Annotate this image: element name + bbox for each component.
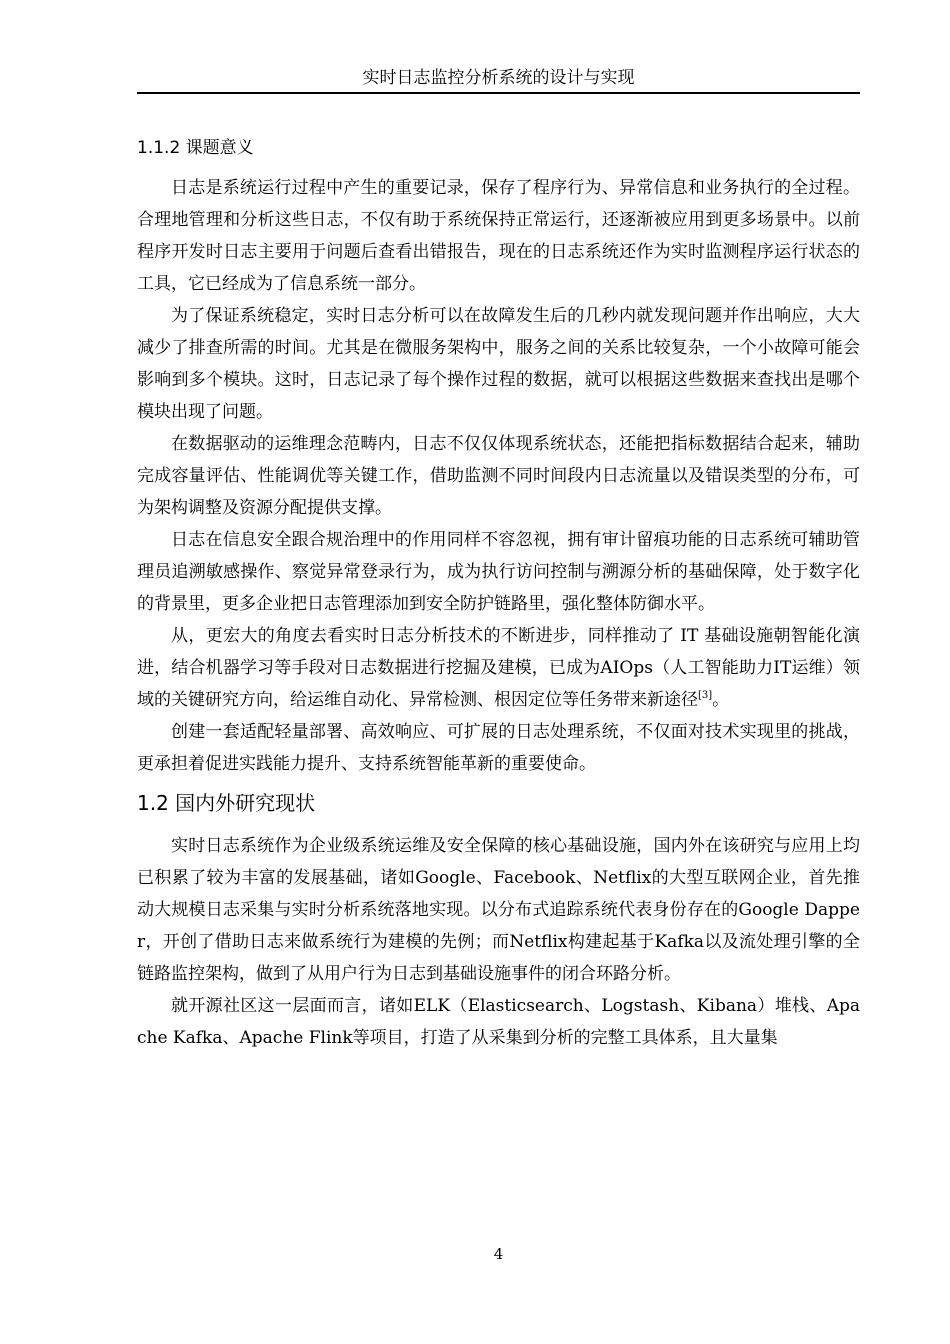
paragraph: 在数据驱动的运维理念范畴内，日志不仅仅体现系统状态，还能把指标数据结合起来，辅助完成容量评估、性能调优等关键工作，借助监测不同时间段内日志流量以及错误类型的分布，可为架构调整及资源分配提供支撑。 [137,434,860,518]
page-number: 4 [493,1245,504,1263]
citation-ref[interactable]: [3] [698,690,713,701]
paragraph: 日志在信息安全跟合规治理中的作用同样不容忽视，拥有审计留痕功能的日志系统可辅助管理员追溯敏感操作、察觉异常登录行为，成为执行访问控制与溯源分析的基础保障，处于数字化的背景里，更多企业把日志管理添加到安全防护链路里，强化整体防御水平。 [137,530,860,614]
section-heading-1-1-2: 1.1.2 课题意义 [137,138,254,158]
paragraph-with-citation [137,620,860,716]
paragraph: 实时日志系统作为企业级系统运维及安全保障的核心基础设施，国内外在该研究与应用上均已积累了较为丰富的发展基础，诸如Google、Facebook、Netflix的大型互联网企业，首先推动大规模日志采集与实时分析系统落地实现。以分布式追踪系统代表身份存在的Google Dapper，开创了借助日志来做系统行为建模的先例；而Netflix构建起基于Kafka以及流处理引擎的全链路监控架构，做到了从用户行为日志到基础设施事件的闭合环路分析。 [137,836,860,984]
header-rule [137,92,860,94]
paragraph: 创建一套适配轻量部署、高效响应、可扩展的日志处理系统，不仅面对技术实现里的挑战，更承担着促进实践能力提升、支持系统智能革新的重要使命。 [137,722,860,774]
running-header: 实时日志监控分析系统的设计与实现 [362,68,635,88]
paragraph: 日志是系统运行过程中产生的重要记录，保存了程序行为、异常信息和业务执行的全过程。合理地管理和分析这些日志，不仅有助于系统保持正常运行，还逐渐被应用到更多场景中。以前程序开发时日志主要用于问题后查看出错报告，现在的日志系统还作为实时监测程序运行状态的工具，它已经成为了信息系统一部分。 [137,178,860,294]
paragraph-end: 。 [712,690,730,710]
paragraph-text: 从，更宏大的角度去看实时日志分析技术的不断进步，同样推动了 IT 基础设施朝智能化演进，结合机器学习等手段对日志数据进行挖掘及建模，已成为AIOps（人工智能助力IT运维）领域的关键研究方向，给运维自动化、异常检测、根因定位等任务带来新途径 [137,626,860,710]
page-body [137,132,860,1054]
section-heading-1-2: 1.2 国内外研究现状 [137,791,316,815]
paragraph: 为了保证系统稳定，实时日志分析可以在故障发生后的几秒内就发现问题并作出响应，大大减少了排查所需的时间。尤其是在微服务架构中，服务之间的关系比较复杂，一个小故障可能会影响到多个模块。这时，日志记录了每个操作过程的数据，就可以根据这些数据来查找出是哪个模块出现了问题。 [137,306,860,422]
paragraph: 就开源社区这一层面而言，诸如ELK（Elasticsearch、Logstash、Kibana）堆栈、Apache Kafka、Apache Flink等项目，打造了从采集到分析的完整工具体系，且大量集 [137,996,860,1048]
